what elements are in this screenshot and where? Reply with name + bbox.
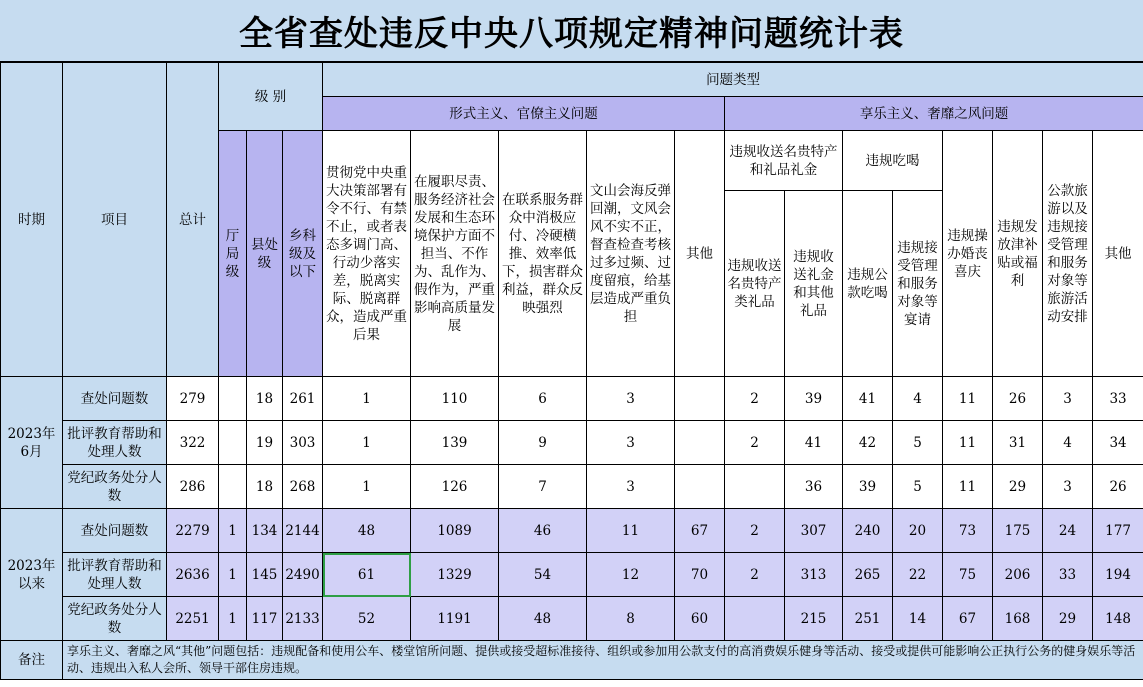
table-cell[interactable]: 3: [587, 377, 675, 421]
table-cell[interactable]: 14: [893, 597, 943, 641]
table-cell[interactable]: 67: [943, 597, 993, 641]
table-cell[interactable]: 279: [167, 377, 219, 421]
table-cell[interactable]: 1191: [411, 597, 499, 641]
header-h7: 公款旅游以及违规接受管理和服务对象等旅游活动安排: [1043, 131, 1093, 377]
table-cell[interactable]: 33: [1093, 377, 1143, 421]
table-cell[interactable]: 1329: [411, 553, 499, 597]
table-cell[interactable]: 22: [893, 553, 943, 597]
table-cell[interactable]: 175: [993, 509, 1043, 553]
table-cell[interactable]: 1089: [411, 509, 499, 553]
table-cell[interactable]: 48: [499, 597, 587, 641]
table-cell[interactable]: 11: [943, 377, 993, 421]
table-cell[interactable]: 5: [893, 421, 943, 465]
table-cell[interactable]: 251: [843, 597, 893, 641]
table-cell[interactable]: 31: [993, 421, 1043, 465]
table-cell[interactable]: 3: [1043, 377, 1093, 421]
table-cell[interactable]: 54: [499, 553, 587, 597]
table-cell[interactable]: 24: [1043, 509, 1093, 553]
header-h2: 违规收送礼金和其他礼品: [785, 191, 843, 377]
table-cell[interactable]: [219, 421, 247, 465]
table-cell[interactable]: 286: [167, 465, 219, 509]
table-cell[interactable]: 70: [675, 553, 725, 597]
header-gift-group: 违规收送名贵特产和礼品礼金: [725, 131, 843, 191]
header-formalism: 形式主义、官僚主义问题: [323, 97, 725, 131]
table-cell[interactable]: 8: [587, 597, 675, 641]
table-cell[interactable]: 18: [247, 465, 283, 509]
header-f-other: 其他: [675, 131, 725, 377]
table-cell[interactable]: 3: [1043, 465, 1093, 509]
table-cell[interactable]: 41: [785, 421, 843, 465]
table-cell[interactable]: 26: [993, 377, 1043, 421]
table-cell[interactable]: 34: [1093, 421, 1143, 465]
table-cell[interactable]: 1: [323, 465, 411, 509]
table-cell[interactable]: 42: [843, 421, 893, 465]
header-level: 级 别: [219, 63, 323, 131]
header-period: 时期: [1, 63, 63, 377]
header-h1: 违规收送名贵特产类礼品: [725, 191, 785, 377]
table-cell[interactable]: [675, 377, 725, 421]
table-cell[interactable]: 61: [323, 553, 411, 597]
table-cell[interactable]: 41: [843, 377, 893, 421]
table-row: [1, 509, 1143, 553]
row-label[interactable]: 党纪政务处分人数: [63, 465, 167, 509]
table-cell[interactable]: [675, 465, 725, 509]
table-cell[interactable]: 29: [1043, 597, 1093, 641]
table-row: [1, 553, 1143, 597]
note-label[interactable]: 备注: [1, 641, 63, 680]
table-cell[interactable]: 48: [323, 509, 411, 553]
table-cell[interactable]: 4: [1043, 421, 1093, 465]
header-f4: 文山会海反弹回潮，文风会风不实不正，督查检查考核过多过频、过度留痕，给基层造成严重负担: [587, 131, 675, 377]
header-h3: 违规公款吃喝: [843, 191, 893, 377]
page-title: 全省查处违反中央八项规定精神问题统计表: [0, 0, 1143, 62]
table-cell[interactable]: 265: [843, 553, 893, 597]
table-cell[interactable]: 2: [725, 553, 785, 597]
table-cell[interactable]: 206: [993, 553, 1043, 597]
table-cell[interactable]: 18: [247, 377, 283, 421]
note-text[interactable]: 享乐主义、奢靡之风“其他”问题包括：违规配备和使用公车、楼堂馆所问题、提供或接受超标准接待、组织或参加用公款支付的高消费娱乐健身等活动、接受或提供可能影响公正执行公务的健身娱乐等活动、违规出入私人会所、领导干部住房违规。: [63, 641, 1143, 680]
table-cell[interactable]: 268: [283, 465, 323, 509]
table-cell[interactable]: 5: [893, 465, 943, 509]
table-cell[interactable]: 313: [785, 553, 843, 597]
header-f3: 在联系服务群众中消极应付、冷硬横推、效率低下，损害群众利益，群众反映强烈: [499, 131, 587, 377]
row-label[interactable]: 批评教育帮助和处理人数: [63, 421, 167, 465]
table-cell[interactable]: 145: [247, 553, 283, 597]
table-cell[interactable]: 1: [323, 421, 411, 465]
table-cell[interactable]: 12: [587, 553, 675, 597]
table-row: [1, 421, 1143, 465]
table-cell[interactable]: 2251: [167, 597, 219, 641]
table-cell[interactable]: 39: [785, 377, 843, 421]
table-cell[interactable]: 3: [587, 421, 675, 465]
table-cell[interactable]: [725, 465, 785, 509]
table-cell[interactable]: 36: [785, 465, 843, 509]
table-cell[interactable]: 11: [943, 465, 993, 509]
table-cell[interactable]: 2: [725, 509, 785, 553]
table-cell[interactable]: 194: [1093, 553, 1143, 597]
table-cell[interactable]: 134: [247, 509, 283, 553]
table-cell[interactable]: 117: [247, 597, 283, 641]
table-cell[interactable]: 126: [411, 465, 499, 509]
table-cell[interactable]: 2: [725, 377, 785, 421]
row-label[interactable]: 批评教育帮助和处理人数: [63, 553, 167, 597]
header-f1: 贯彻党中央重大决策部署有令不行、有禁不止，或者表态多调门高、行动少落实差，脱离实际、脱离群众，造成严重后果: [323, 131, 411, 377]
table-cell[interactable]: 148: [1093, 597, 1143, 641]
header-h5: 违规操办婚丧喜庆: [943, 131, 993, 377]
table-cell[interactable]: 2490: [283, 553, 323, 597]
table-cell[interactable]: 1: [323, 377, 411, 421]
table-cell[interactable]: 3: [587, 465, 675, 509]
table-cell[interactable]: [219, 465, 247, 509]
header-total: 总计: [167, 63, 219, 377]
header-level-ting: 厅局级: [219, 131, 247, 377]
table-cell[interactable]: 110: [411, 377, 499, 421]
table-cell[interactable]: 33: [1043, 553, 1093, 597]
table-cell[interactable]: 2279: [167, 509, 219, 553]
header-problem-type: 问题类型: [323, 63, 1143, 97]
table-cell[interactable]: 2: [725, 421, 785, 465]
stats-table: [0, 62, 1143, 680]
table-cell[interactable]: 11: [943, 421, 993, 465]
table-cell[interactable]: [675, 421, 725, 465]
table-cell[interactable]: 67: [675, 509, 725, 553]
table-row: [1, 597, 1143, 641]
table-cell[interactable]: 60: [675, 597, 725, 641]
table-cell[interactable]: 215: [785, 597, 843, 641]
row-label[interactable]: 查处问题数: [63, 377, 167, 421]
table-cell[interactable]: 307: [785, 509, 843, 553]
header-h4: 违规接受管理和服务对象等宴请: [893, 191, 943, 377]
table-cell[interactable]: 322: [167, 421, 219, 465]
table-cell[interactable]: 261: [283, 377, 323, 421]
table-row: [1, 465, 1143, 509]
table-cell[interactable]: 29: [993, 465, 1043, 509]
table-row: [1, 377, 1143, 421]
table-cell[interactable]: 9: [499, 421, 587, 465]
table-cell[interactable]: 7: [499, 465, 587, 509]
header-item: 项目: [63, 63, 167, 377]
table-cell[interactable]: 2144: [283, 509, 323, 553]
period-cell[interactable]: 2023年 以来: [1, 509, 63, 641]
table-cell[interactable]: 2133: [283, 597, 323, 641]
header-hedonism: 享乐主义、奢靡之风问题: [725, 97, 1143, 131]
table-cell[interactable]: 39: [843, 465, 893, 509]
row-label[interactable]: 党纪政务处分人数: [63, 597, 167, 641]
table-cell[interactable]: 139: [411, 421, 499, 465]
table-cell[interactable]: 20: [893, 509, 943, 553]
header-level-xian: 县处级: [247, 131, 283, 377]
table-cell[interactable]: 19: [247, 421, 283, 465]
table-cell[interactable]: [219, 377, 247, 421]
header-f2: 在履职尽责、服务经济社会发展和生态环境保护方面不担当、不作为、乱作为、假作为，严重影响高质量发展: [411, 131, 499, 377]
header-h6: 违规发放津补贴或福利: [993, 131, 1043, 377]
table-cell[interactable]: 2636: [167, 553, 219, 597]
table-cell[interactable]: 1: [219, 553, 247, 597]
table-cell[interactable]: 1: [219, 509, 247, 553]
table-cell[interactable]: 240: [843, 509, 893, 553]
table-cell[interactable]: 177: [1093, 509, 1143, 553]
period-cell[interactable]: 2023年 6月: [1, 377, 63, 509]
table-cell[interactable]: 26: [1093, 465, 1143, 509]
table-cell[interactable]: 4: [893, 377, 943, 421]
header-h-other: 其他: [1093, 131, 1143, 377]
table-cell[interactable]: 75: [943, 553, 993, 597]
table-cell[interactable]: 46: [499, 509, 587, 553]
table-cell[interactable]: 1: [219, 597, 247, 641]
table-cell[interactable]: 303: [283, 421, 323, 465]
table-cell[interactable]: 11: [587, 509, 675, 553]
table-cell[interactable]: 6: [499, 377, 587, 421]
note-row: [1, 641, 1143, 680]
header-eat-group: 违规吃喝: [843, 131, 943, 191]
table-cell[interactable]: 73: [943, 509, 993, 553]
table-cell[interactable]: 52: [323, 597, 411, 641]
header-level-xiang: 乡科级及以下: [283, 131, 323, 377]
table-cell[interactable]: 168: [993, 597, 1043, 641]
table-cell[interactable]: [725, 597, 785, 641]
row-label[interactable]: 查处问题数: [63, 509, 167, 553]
